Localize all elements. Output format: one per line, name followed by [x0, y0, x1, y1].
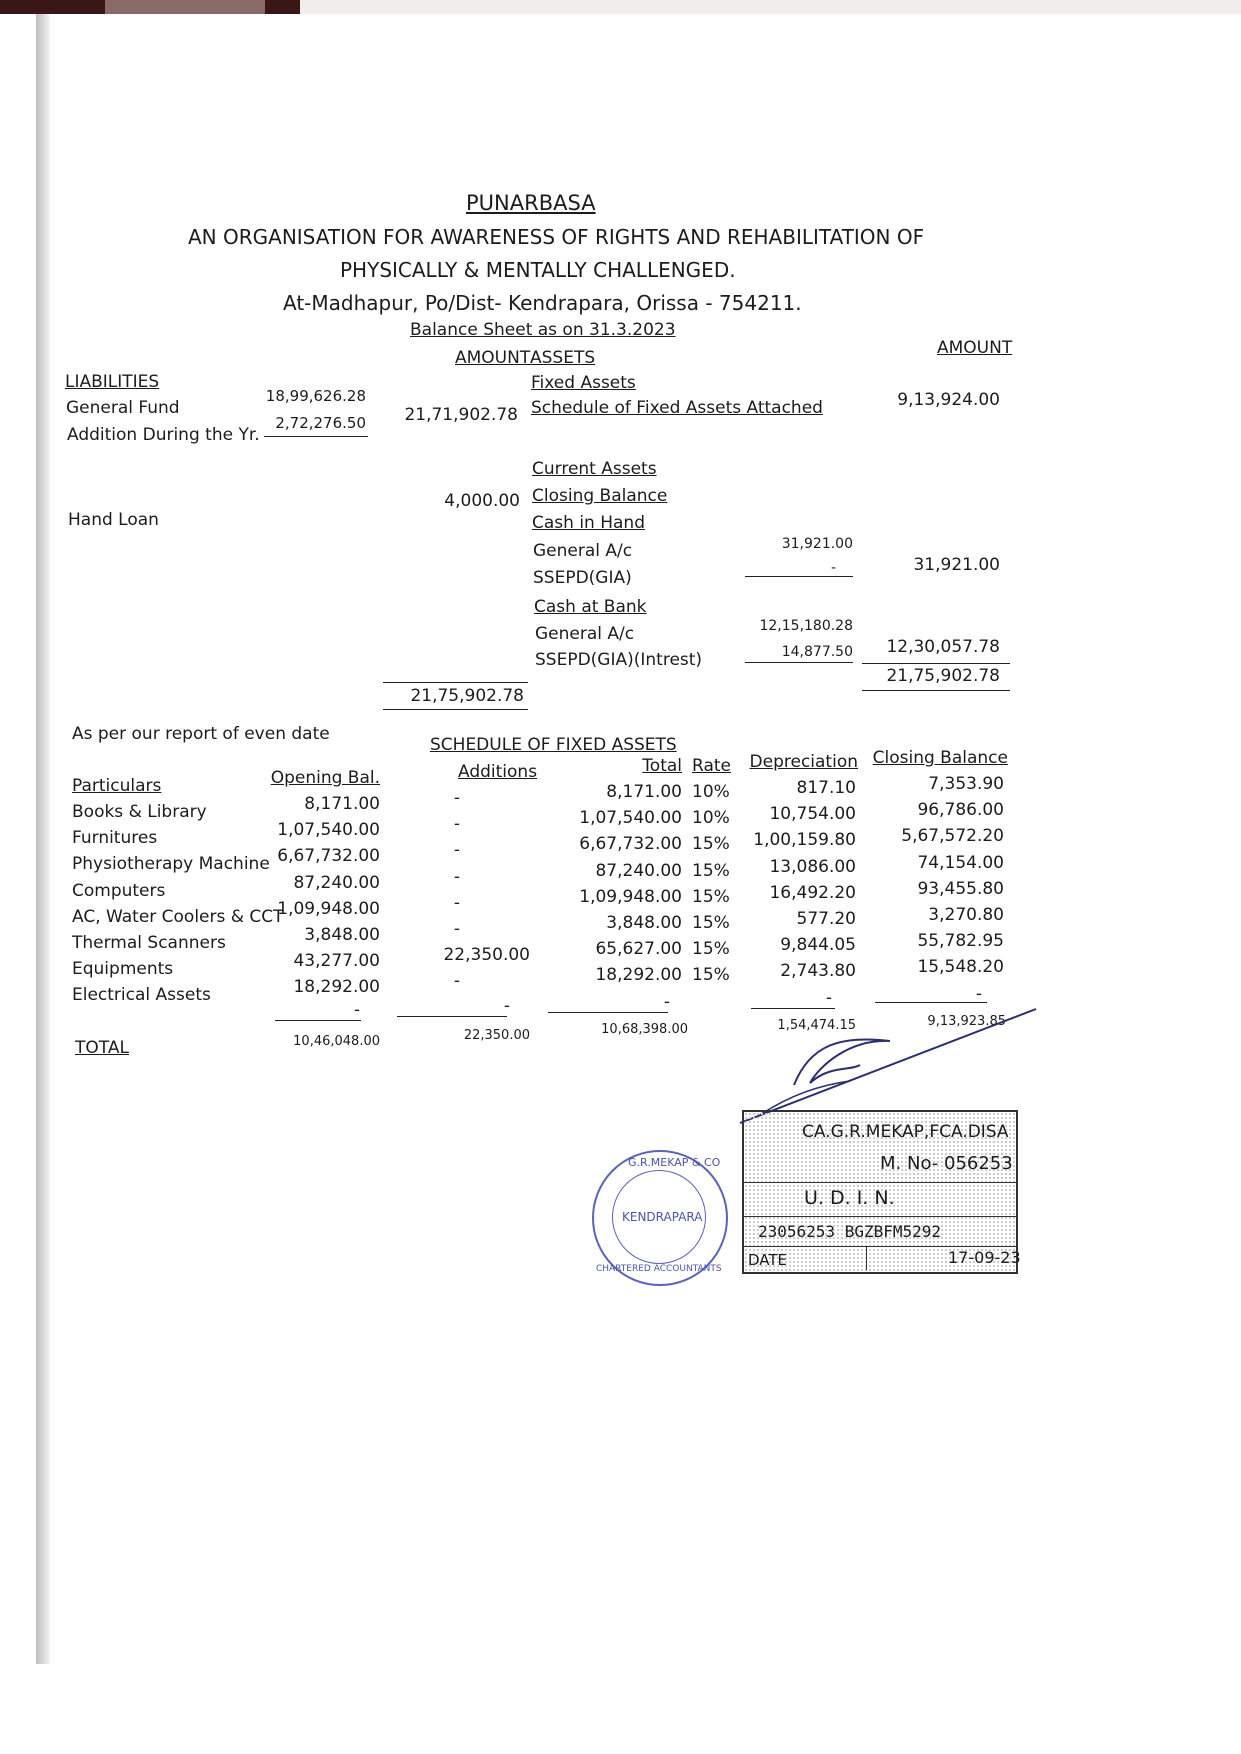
total-opening: 10,46,048.00 — [293, 1034, 380, 1049]
total-label: TOTAL — [75, 1038, 129, 1058]
row-additions: - — [453, 892, 460, 913]
org-subtitle-line2: PHYSICALLY & MENTALLY CHALLENGED. — [340, 258, 736, 282]
total-closing: 9,13,923.85 — [927, 1014, 1006, 1029]
row-opening: 8,171.00 — [304, 794, 380, 814]
auditor-name: CA.G.R.MEKAP,FCA.DISA — [802, 1122, 1009, 1142]
assets-total-bottomline — [862, 690, 1010, 691]
udin-number: 23056253 BGZBFM5292 — [758, 1222, 942, 1241]
row-particular: Books & Library — [72, 802, 207, 822]
row-closing: 93,455.80 — [917, 878, 1004, 899]
auditor-membership: M. No- 056253 — [880, 1153, 1013, 1174]
total-additions: 22,350.00 — [463, 1028, 530, 1043]
row-depreciation: 13,086.00 — [769, 856, 856, 877]
current-assets-label: Current Assets — [532, 459, 657, 479]
row-rate: 10% — [692, 782, 730, 802]
liabilities-heading: LIABILITIES — [65, 372, 160, 392]
row-particular: Thermal Scanners — [72, 933, 226, 953]
row-additions: - — [453, 866, 460, 887]
auditor-stamp — [742, 1110, 1021, 1274]
amount-heading-right: AMOUNT — [937, 338, 1013, 358]
row-depreciation: 577.20 — [796, 909, 856, 929]
firm-seal — [592, 1150, 728, 1286]
row-closing: 3,270.80 — [928, 905, 1004, 925]
cih-subtotal-line — [745, 576, 853, 577]
row-depreciation: 10,754.00 — [769, 804, 856, 825]
col-additions: Additions — [458, 762, 538, 782]
cih-total: 31,921.00 — [913, 555, 1000, 575]
row-rate: 15% — [692, 939, 730, 960]
row-opening: 87,240.00 — [293, 872, 380, 893]
row-particular: Furnitures — [72, 828, 158, 849]
cab-ssepd-value: 14,877.50 — [781, 644, 853, 660]
row-total: 8,171.00 — [606, 782, 682, 802]
row-depreciation: 9,844.05 — [780, 935, 856, 956]
row-particular: Electrical Assets — [72, 985, 211, 1006]
cab-subtotal-line — [745, 662, 853, 663]
col-total: Total — [642, 756, 682, 776]
row-opening: 6,67,732.00 — [277, 846, 380, 867]
date-label: DATE — [748, 1251, 788, 1269]
row-total: 1,09,948.00 — [579, 886, 682, 907]
row-closing: 96,786.00 — [917, 800, 1004, 821]
cab-general-label: General A/c — [535, 624, 635, 644]
amount-heading-mid: AMOUNT — [455, 348, 531, 368]
row-total: 18,292.00 — [595, 965, 682, 986]
schedule-title: SCHEDULE OF FIXED ASSETS — [430, 735, 677, 755]
addition-value: 2,72,276.50 — [275, 414, 366, 432]
total-dash: - — [663, 992, 670, 1012]
row-opening: 18,292.00 — [293, 977, 380, 998]
liabilities-total: 21,75,902.78 — [410, 686, 524, 706]
fixed-assets-label: Fixed Assets — [531, 373, 636, 393]
cih-ssepd-label: SSEPD(GIA) — [533, 568, 632, 588]
date-value: 17-09-23 — [948, 1248, 1021, 1267]
seal-side-text: CHARTERED ACCOUNTANTS — [596, 1264, 722, 1274]
total-dep: 1,54,474.15 — [777, 1018, 856, 1033]
row-depreciation: 2,743.80 — [780, 961, 856, 982]
stamp-divider-3 — [744, 1246, 1016, 1247]
seal-center-text: KENDRAPARA — [622, 1210, 703, 1224]
col-particulars: Particulars — [72, 776, 162, 796]
row-depreciation: 817.10 — [796, 778, 856, 798]
row-opening: 1,07,540.00 — [277, 820, 380, 841]
cih-ssepd-value: - — [830, 560, 836, 576]
col-rate: Rate — [692, 756, 731, 776]
stamp-divider-1 — [744, 1182, 1016, 1183]
general-fund-value: 18,99,626.28 — [265, 387, 366, 405]
seal-top-text: G.R.MEKAP & CO — [628, 1156, 721, 1169]
cab-general-value: 12,15,180.28 — [759, 618, 853, 634]
row-rate: 15% — [692, 965, 730, 986]
row-closing: 55,782.95 — [917, 931, 1004, 952]
org-name: PUNARBASA — [466, 191, 596, 215]
assets-heading: ASSETS — [530, 348, 596, 368]
dep-dash: - — [825, 988, 832, 1008]
total-total-line — [548, 1012, 668, 1013]
row-additions: - — [453, 814, 460, 835]
row-opening: 3,848.00 — [304, 925, 380, 945]
row-additions: - — [453, 919, 460, 939]
col-closing: Closing Balance — [872, 748, 1008, 768]
row-depreciation: 16,492.20 — [769, 882, 856, 903]
scan-left-edge — [36, 14, 50, 1664]
assets-total: 21,75,902.78 — [886, 666, 1000, 686]
row-rate: 15% — [692, 886, 730, 907]
closing-total-line — [875, 1002, 987, 1003]
hand-loan-label: Hand Loan — [68, 510, 159, 530]
row-total: 65,627.00 — [595, 939, 682, 960]
col-depreciation: Depreciation — [749, 752, 858, 772]
row-rate: 10% — [692, 808, 730, 829]
row-particular: AC, Water Coolers & CCT — [72, 906, 284, 927]
row-particular: Physiotherapy Machine — [72, 854, 270, 875]
additions-dash: - — [503, 996, 510, 1016]
row-rate: 15% — [692, 834, 730, 855]
total-total: 10,68,398.00 — [601, 1022, 688, 1037]
row-total: 87,240.00 — [595, 860, 682, 881]
row-closing: 7,353.90 — [928, 774, 1004, 794]
scan-top-strip — [0, 0, 1241, 14]
row-closing: 15,548.20 — [917, 957, 1004, 978]
row-rate: 15% — [692, 913, 730, 933]
closing-dash: - — [975, 984, 982, 1004]
cash-in-hand-label: Cash in Hand — [532, 513, 645, 533]
opening-dash: - — [353, 1000, 360, 1020]
row-additions: - — [453, 788, 460, 808]
row-depreciation: 1,00,159.80 — [753, 830, 856, 851]
liabilities-total-topline — [383, 682, 528, 683]
row-total: 1,07,540.00 — [579, 808, 682, 829]
row-particular: Equipments — [72, 959, 174, 980]
auditor-signature — [700, 1005, 1040, 1125]
addition-underline — [264, 436, 368, 437]
cash-at-bank-label: Cash at Bank — [534, 597, 647, 617]
cab-ssepd-label: SSEPD(GIA)(Intrest) — [535, 650, 703, 670]
general-fund-label: General Fund — [66, 398, 180, 418]
row-total: 6,67,732.00 — [579, 834, 682, 855]
opening-total-line — [275, 1020, 361, 1021]
row-additions: - — [453, 840, 460, 861]
stamp-date-divider — [866, 1246, 867, 1270]
row-opening: 43,277.00 — [293, 951, 380, 972]
assets-total-topline — [862, 663, 1010, 664]
col-opening: Opening Bal. — [270, 768, 380, 788]
additions-total-line — [397, 1016, 507, 1017]
row-opening: 1,09,948.00 — [277, 898, 380, 919]
org-address: At-Madhapur, Po/Dist- Kendrapara, Orissa - 754211. — [283, 291, 802, 315]
hand-loan-value: 4,000.00 — [444, 491, 520, 511]
org-subtitle-line1: AN ORGANISATION FOR AWARENESS OF RIGHTS AND REHABILITATION OF — [188, 225, 925, 249]
row-rate: 15% — [692, 860, 730, 881]
addition-label: Addition During the Yr. — [67, 425, 260, 445]
sheet-title: Balance Sheet as on 31.3.2023 — [410, 320, 676, 340]
row-closing: 74,154.00 — [917, 852, 1004, 873]
row-additions: - — [453, 971, 460, 992]
scan-mid-edge — [105, 0, 265, 14]
cih-general-value: 31,921.00 — [781, 536, 853, 552]
row-additions: 22,350.00 — [443, 945, 530, 966]
report-note: As per our report of even date — [72, 724, 330, 744]
cih-general-label: General A/c — [533, 541, 633, 561]
row-particular: Computers — [72, 880, 166, 901]
fixed-assets-value: 9,13,924.00 — [897, 390, 1000, 410]
row-closing: 5,67,572.20 — [901, 826, 1004, 847]
stamp-divider-2 — [744, 1216, 1016, 1217]
schedule-label: Schedule of Fixed Assets Attached — [531, 398, 823, 418]
udin-label: U. D. I. N. — [804, 1187, 895, 1209]
closing-balance-label: Closing Balance — [532, 486, 668, 506]
row-total: 3,848.00 — [606, 913, 682, 933]
fund-total: 21,71,902.78 — [404, 405, 518, 425]
liabilities-total-bottomline — [383, 709, 528, 710]
cab-total: 12,30,057.78 — [886, 637, 1000, 657]
